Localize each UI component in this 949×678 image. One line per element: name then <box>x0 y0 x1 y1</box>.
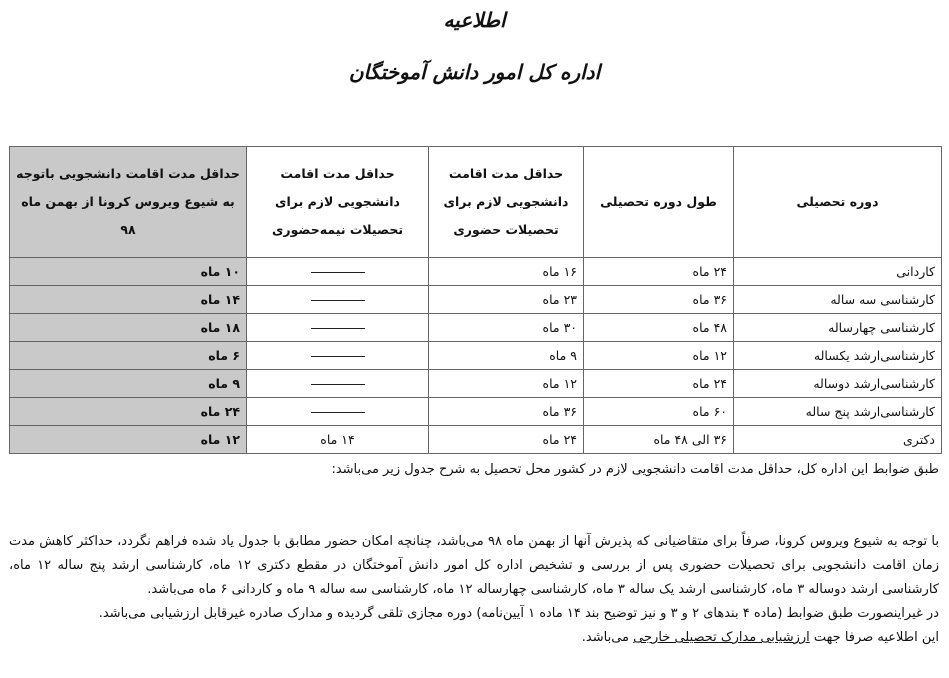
paragraph-otherwise: در غیراینصورت طبق ضوابط (ماده ۴ بندهای ۲ و ۳ و نیز توضیح بند ۱۴ ماده ۱ آیین‌نامه) دوره مجازی تلقی گردیده و مدارک صادره غیرقابل ارزشیابی می‌باشد. <box>98 606 939 621</box>
cell-covid: ۱۴ ماه <box>10 286 247 314</box>
empty-dash <box>311 384 365 385</box>
empty-dash <box>311 412 365 413</box>
cell-part-time <box>247 342 429 370</box>
cell-covid: ۹ ماه <box>10 370 247 398</box>
table-caption: طبق ضوابط این اداره کل، حداقل مدت اقامت دانشجویی لازم در کشور محل تحصیل به شرح جدول زیر می‌باشد: <box>331 462 939 477</box>
cell-covid: ۱۰ ماه <box>10 258 247 286</box>
table-row <box>10 398 942 426</box>
table-row <box>10 314 942 342</box>
paragraph-covid-reduction: با توجه به شیوع ویروس کرونا، صرفاً برای متقاضیانی که پذیرش آنها از بهمن ماه ۹۸ می‌باشد، چنانچه امکان حضور مطابق با جدول یاد شده فراهم نگردد، حداکثر کاهش مدت زمان اقامت دانشجویی برای تحصیلات حضوری پس از بررسی و تشخیص اداره کل امور دانش آموختگان در مقطع دکتری ۱۲ ماه، کارشناسی ارشد پنج ساله ۱۲ ماه، کارشناسی ارشد دوساله ۳ ماه، کارشناسی ارشد یک ساله ۳ ماه، کارشناسی چهارساله ۱۲ ماه، کارشناسی سه ساله ۹ ماه و کاردانی ۶ ماه می‌باشد. <box>9 534 939 597</box>
table-row <box>10 370 942 398</box>
cell-part-time <box>247 314 429 342</box>
header-full-time: حداقل مدت اقامت دانشجویی لازم برای تحصیلات حضوری <box>429 147 584 258</box>
department-title: اداره کل امور دانش آموختگان <box>348 60 601 84</box>
scope-underlined: ارزشیابی مدارک تحصیلی خارجی <box>633 630 810 645</box>
cell-program: کارشناسی سه ساله <box>734 286 942 314</box>
empty-dash <box>311 300 365 301</box>
cell-full-time: ۹ ماه <box>429 342 584 370</box>
scope-prefix: این اطلاعیه صرفا جهت <box>813 630 939 645</box>
cell-full-time: ۱۶ ماه <box>429 258 584 286</box>
cell-duration: ۳۶ الی ۴۸ ماه <box>584 426 734 454</box>
cell-full-time: ۲۴ ماه <box>429 426 584 454</box>
cell-full-time: ۲۳ ماه <box>429 286 584 314</box>
cell-covid: ۶ ماه <box>10 342 247 370</box>
cell-program: کارشناسی‌ارشد پنج ساله <box>734 398 942 426</box>
table-row <box>10 286 942 314</box>
cell-duration: ۲۴ ماه <box>584 370 734 398</box>
header-part-time: حداقل مدت اقامت دانشجویی لازم برای تحصیلات نیمه‌حضوری <box>247 147 429 258</box>
cell-part-time <box>247 258 429 286</box>
empty-dash <box>311 272 365 273</box>
cell-duration: ۱۲ ماه <box>584 342 734 370</box>
cell-part-time: ۱۴ ماه <box>247 426 429 454</box>
cell-part-time <box>247 286 429 314</box>
empty-dash <box>311 356 365 357</box>
table-row <box>10 258 942 286</box>
cell-full-time: ۱۲ ماه <box>429 370 584 398</box>
cell-part-time <box>247 398 429 426</box>
empty-dash <box>311 328 365 329</box>
cell-duration: ۲۴ ماه <box>584 258 734 286</box>
cell-program: کارشناسی‌ارشد یکساله <box>734 342 942 370</box>
cell-covid: ۲۴ ماه <box>10 398 247 426</box>
cell-program: کاردانی <box>734 258 942 286</box>
header-duration: طول دوره تحصیلی <box>584 147 734 258</box>
cell-duration: ۳۶ ماه <box>584 286 734 314</box>
notice-body <box>9 530 939 650</box>
cell-full-time: ۳۶ ماه <box>429 398 584 426</box>
table-row <box>10 426 942 454</box>
residency-table <box>9 146 942 454</box>
cell-part-time <box>247 370 429 398</box>
scope-suffix: می‌باشد. <box>581 630 630 645</box>
cell-program: کارشناسی‌ارشد دوساله <box>734 370 942 398</box>
header-program: دوره تحصیلی <box>734 147 942 258</box>
cell-full-time: ۳۰ ماه <box>429 314 584 342</box>
paragraph-scope <box>9 626 939 650</box>
notice-title: اطلاعیه <box>443 8 506 32</box>
header-covid: حداقل مدت اقامت دانشجویی باتوجه به شیوع ویروس کرونا از بهمن ماه ۹۸ <box>10 147 247 258</box>
table-row <box>10 342 942 370</box>
table-header-row <box>10 147 942 258</box>
cell-covid: ۱۸ ماه <box>10 314 247 342</box>
cell-duration: ۶۰ ماه <box>584 398 734 426</box>
cell-program: دکتری <box>734 426 942 454</box>
cell-duration: ۴۸ ماه <box>584 314 734 342</box>
cell-program: کارشناسی چهارساله <box>734 314 942 342</box>
cell-covid: ۱۲ ماه <box>10 426 247 454</box>
